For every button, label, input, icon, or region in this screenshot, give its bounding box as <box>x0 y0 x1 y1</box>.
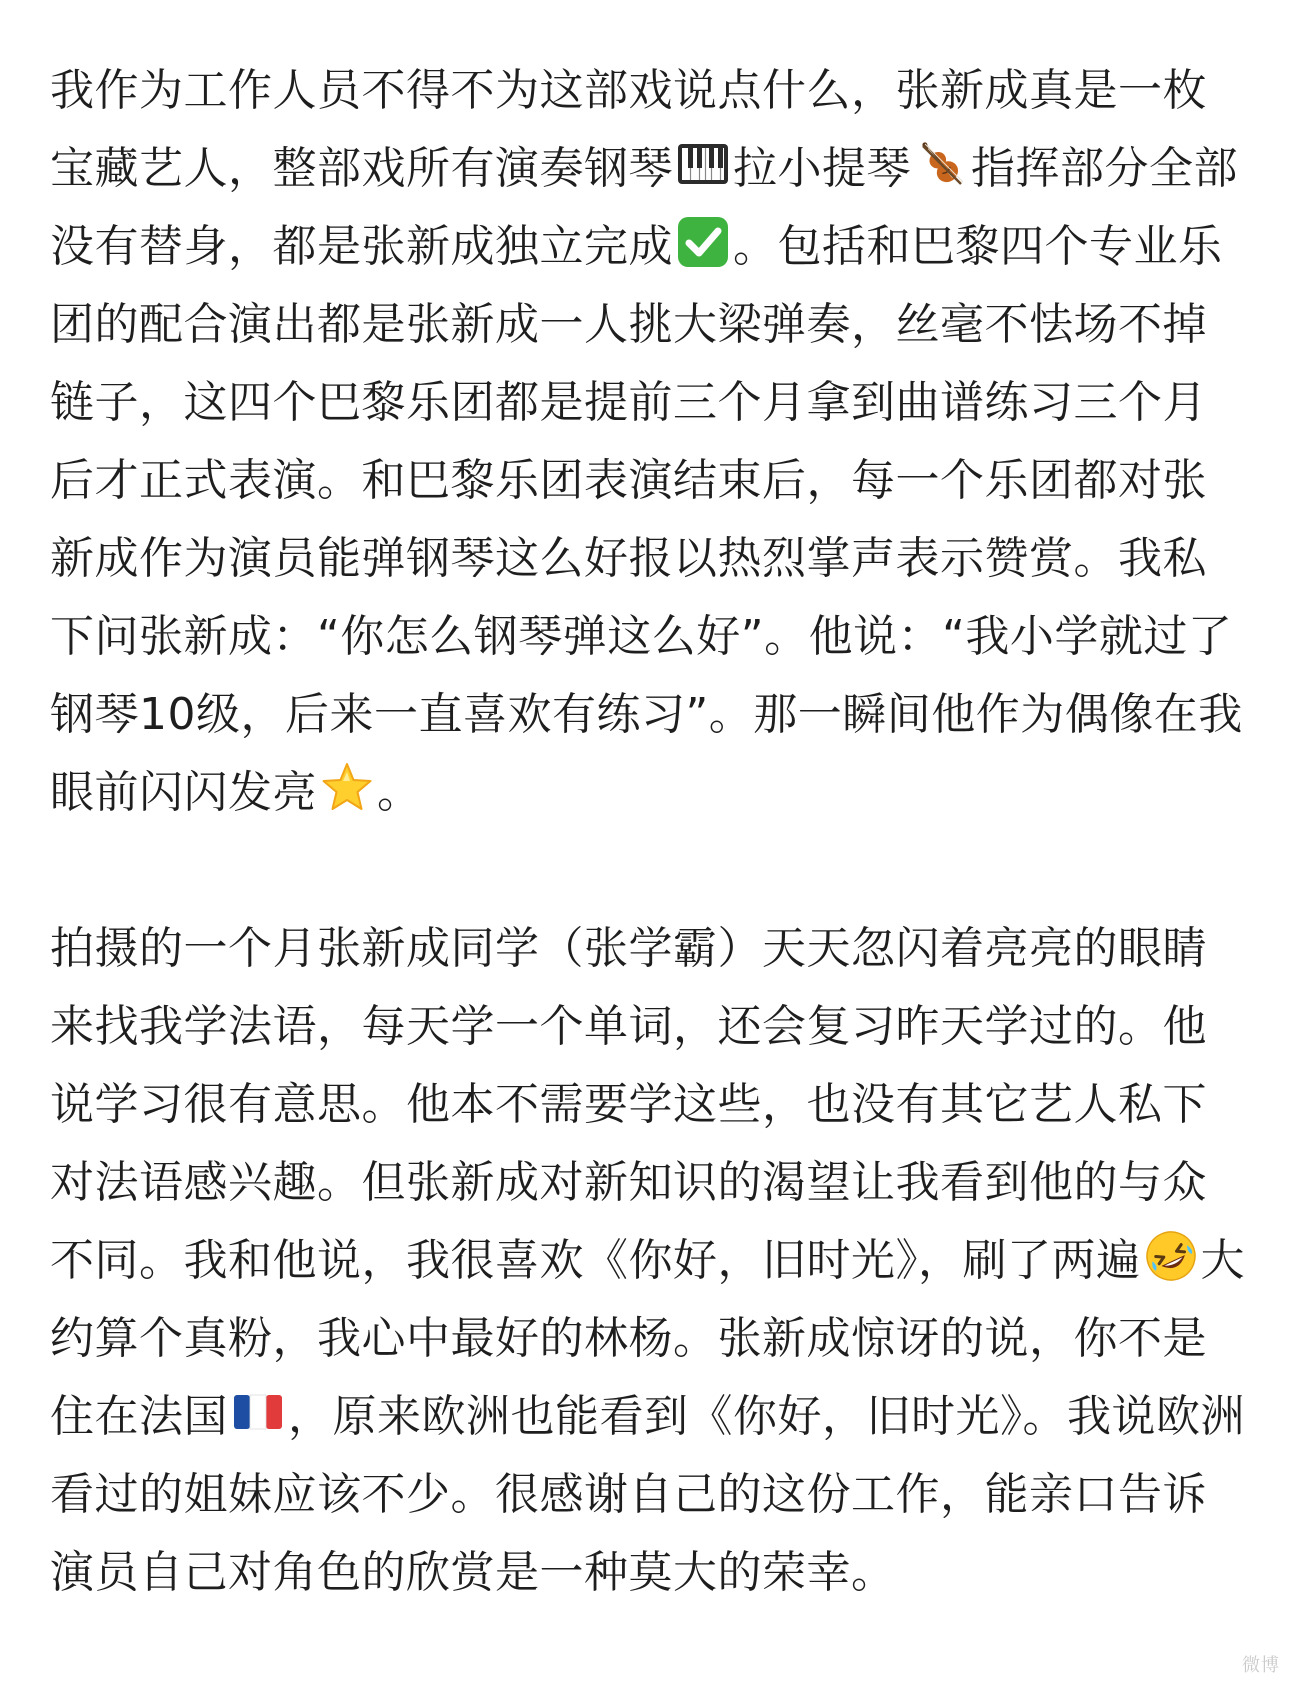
paragraph-1-text-3: 指挥部分全部没有替身，都是张新成独立完成 <box>50 143 1238 272</box>
france-flag-icon <box>230 1384 286 1440</box>
paragraph-1-text-1: 我作为工作人员不得不为这部戏说点什么，张新成真是一枚宝藏艺人，整部戏所有演奏钢琴 <box>50 65 1207 194</box>
post-body <box>50 52 1250 1612</box>
watermark: 微博 <box>1242 1655 1280 1676</box>
rolling-laughing-icon <box>1143 1228 1199 1284</box>
piano-icon <box>675 136 731 192</box>
paragraph-1-text-2: 拉小提琴 <box>733 143 911 194</box>
check-mark-icon <box>675 214 731 270</box>
violin-icon <box>913 136 969 192</box>
paragraph-1-text-5: 。 <box>377 767 422 818</box>
paragraph-2-text-3: ，原来欧洲也能看到《你好，旧时光》。我说欧洲看过的姐妹应该不少。很感谢自己的这份工作，能亲口告诉演员自己对角色的欣赏是一种莫大的荣幸。 <box>50 1391 1245 1598</box>
paragraph-1 <box>50 52 1250 832</box>
paragraph-1-text-4: 。包括和巴黎四个专业乐团的配合演出都是张新成一人挑大梁弹奏，丝毫不怯场不掉链子，这四个巴黎乐团都是提前三个月拿到曲谱练习三个月后才正式表演。和巴黎乐团表演结束后，每一个乐团都对张新成作为演员能弹钢琴这么好报以热烈掌声表示赞赏。我私下问张新成：“你怎么钢琴弹这么好”。他说：“我小学就过了钢琴10级，后来一直喜欢有练习”。那一瞬间他作为偶像在我眼前闪闪发亮 <box>50 221 1243 818</box>
paragraph-2 <box>50 910 1250 1612</box>
star-icon <box>319 760 375 816</box>
paragraph-2-text-1: 拍摄的一个月张新成同学（张学霸）天天忽闪着亮亮的眼睛来找我学法语，每天学一个单词，还会复习昨天学过的。他说学习很有意思。他本不需要学这些，也没有其它艺人私下对法语感兴趣。但张新成对新知识的渴望让我看到他的与众不同。我和他说，我很喜欢《你好，旧时光》，刷了两遍 <box>50 923 1207 1286</box>
paragraph-2-text-2: 大约算个真粉，我心中最好的林杨。张新成惊讶的说，你不是住在法国 <box>50 1235 1245 1442</box>
